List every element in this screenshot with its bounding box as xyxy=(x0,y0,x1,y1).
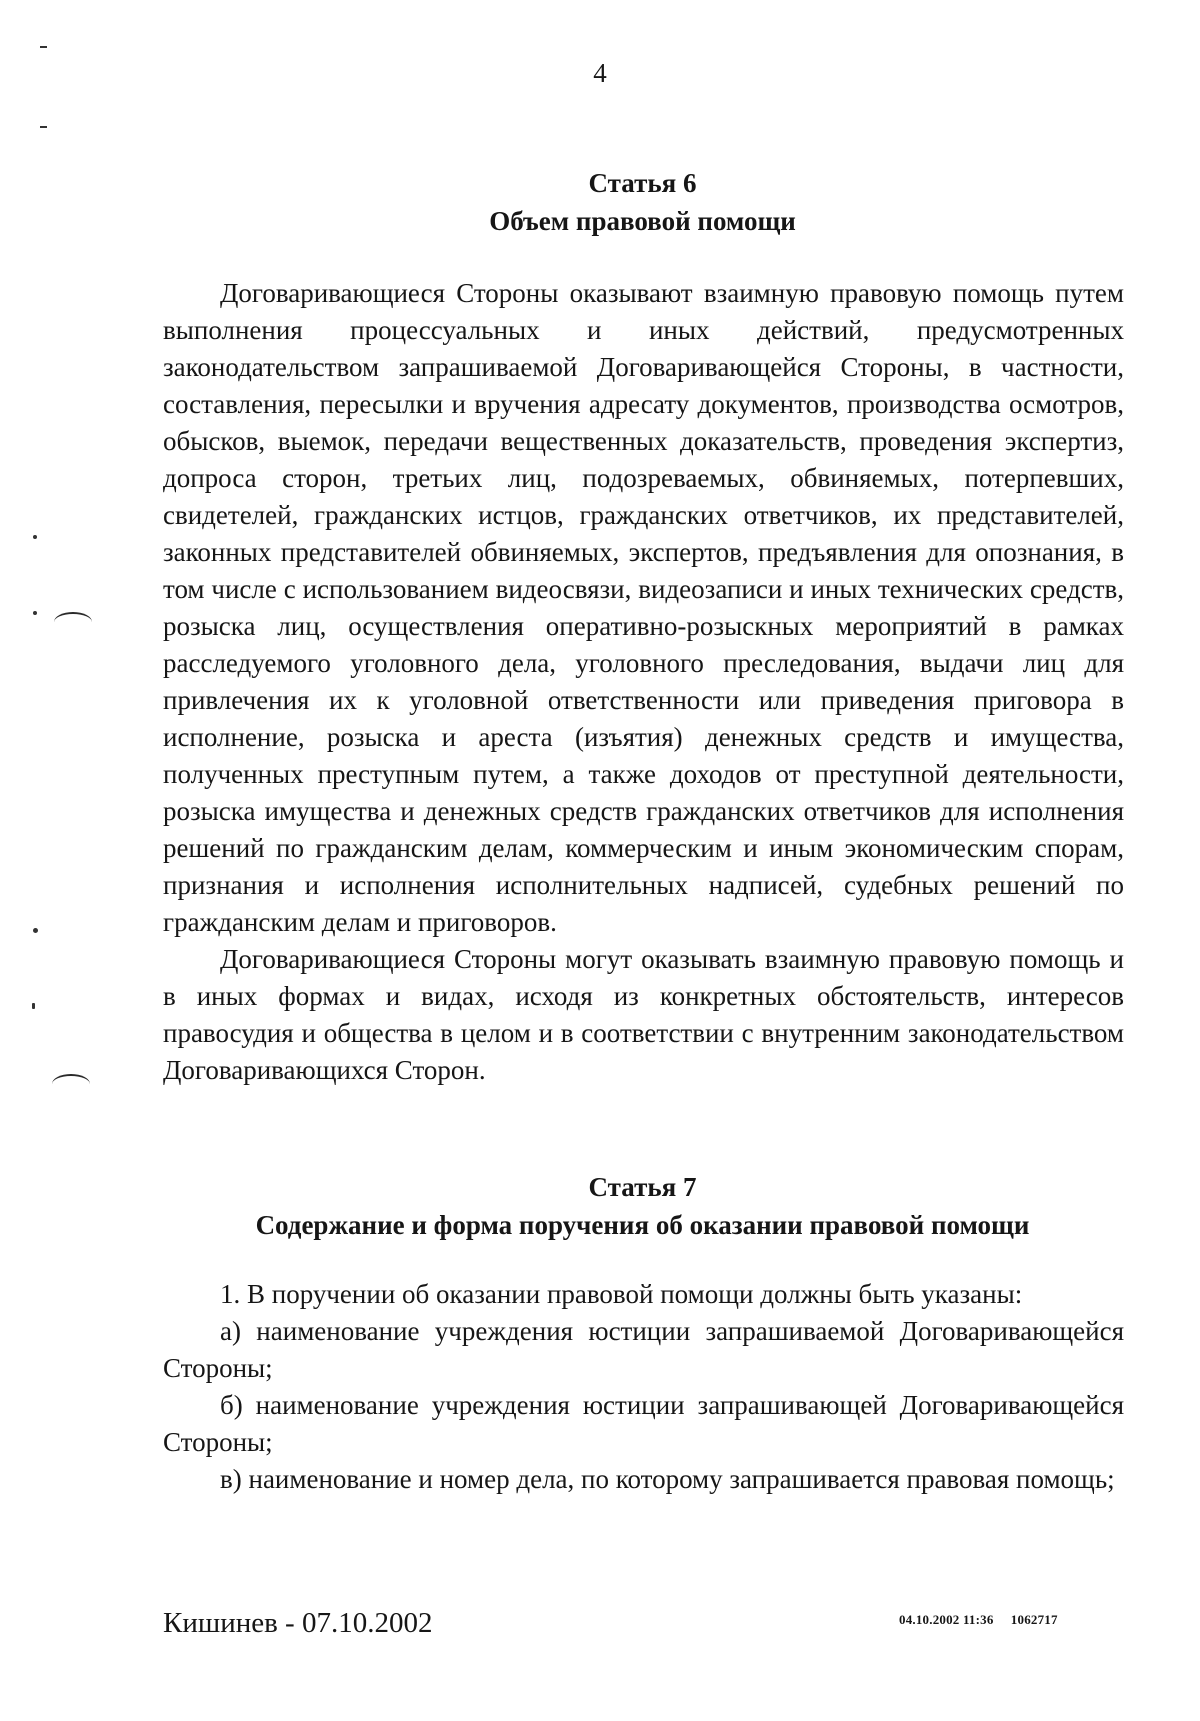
scan-speck xyxy=(40,46,47,48)
scan-arc-mark xyxy=(52,1074,90,1094)
article-6-paragraph-1: Договаривающиеся Стороны оказывают взаимную правовую помощь путем выполнения процессуальных и иных действий, предусмотренных законодательством запрашиваемой Договаривающейся Стороны, в частности, составления, пересылки и вручения адресату документов, производства осмотров, обысков, выемок, передачи вещественных доказательств, проведения экспертиз, допроса сторон, третьих лиц, подозреваемых, обвиняемых, потерпевших, свидетелей, гражданских истцов, гражданских ответчиков, их представителей, законных представителей обвиняемых, экспертов, предъявления для опознания, в том числе с использованием видеосвязи, видеозаписи и иных технических средств, розыска лиц, осуществления оперативно-розыскных мероприятий в рамках расследуемого уголовного дела, уголовного преследования, выдачи лиц для привлечения их к уголовной ответственности или приведения приговора в исполнение, розыска и ареста (изъятия) денежных средств и имущества, полученных преступным путем, а также доходов от преступной деятельности, розыска имущества и денежных средств гражданских ответчиков для исполнения решений по гражданским делам, коммерческим и иным экономическим спорам, признания и исполнения исполнительных надписей, судебных решений по гражданским делам и приговоров. xyxy=(163,278,1124,937)
scan-speck xyxy=(33,611,37,615)
page-number: 4 xyxy=(593,58,607,88)
article-7-clause-1: 1. В поручении об оказании правовой помощи должны быть указаны: xyxy=(220,1279,1023,1309)
article-7-item-c: в) наименование и номер дела, по которому запрашивается правовая помощь; xyxy=(220,1464,1115,1494)
scan-speck xyxy=(40,126,47,128)
article-6-heading xyxy=(160,164,1125,240)
scan-speck xyxy=(33,928,38,933)
fax-stamp: 04.10.2002 11:36 1062717 xyxy=(899,1612,1058,1627)
article-7-heading xyxy=(160,1168,1125,1244)
article-6-subtitle: Объем правовой помощи xyxy=(489,206,796,236)
article-7-item-a: а) наименование учреждения юстиции запрашиваемой Договаривающейся Стороны; xyxy=(163,1316,1124,1383)
article-6-body xyxy=(163,275,1124,1089)
article-7-title: Статья 7 xyxy=(588,1172,697,1202)
scan-arc-mark xyxy=(54,612,92,632)
scan-speck xyxy=(33,535,37,539)
article-7-item-b: б) наименование учреждения юстиции запрашивающей Договаривающейся Стороны; xyxy=(163,1390,1124,1457)
article-7-subtitle: Содержание и форма поручения об оказании правовой помощи xyxy=(255,1210,1030,1240)
article-6-paragraph-2: Договаривающиеся Стороны могут оказывать взаимную правовую помощь и в иных формах и видах, исходя из конкретных обстоятельств, интересов правосудия и общества в целом и в соответствии с внутренним законодательством Договаривающихся Сторон. xyxy=(163,944,1124,1085)
footer-place-date: Кишинев - 07.10.2002 xyxy=(163,1607,433,1639)
article-6-title: Статья 6 xyxy=(588,168,697,198)
article-7-body xyxy=(163,1276,1124,1498)
scan-speck xyxy=(32,1003,35,1009)
